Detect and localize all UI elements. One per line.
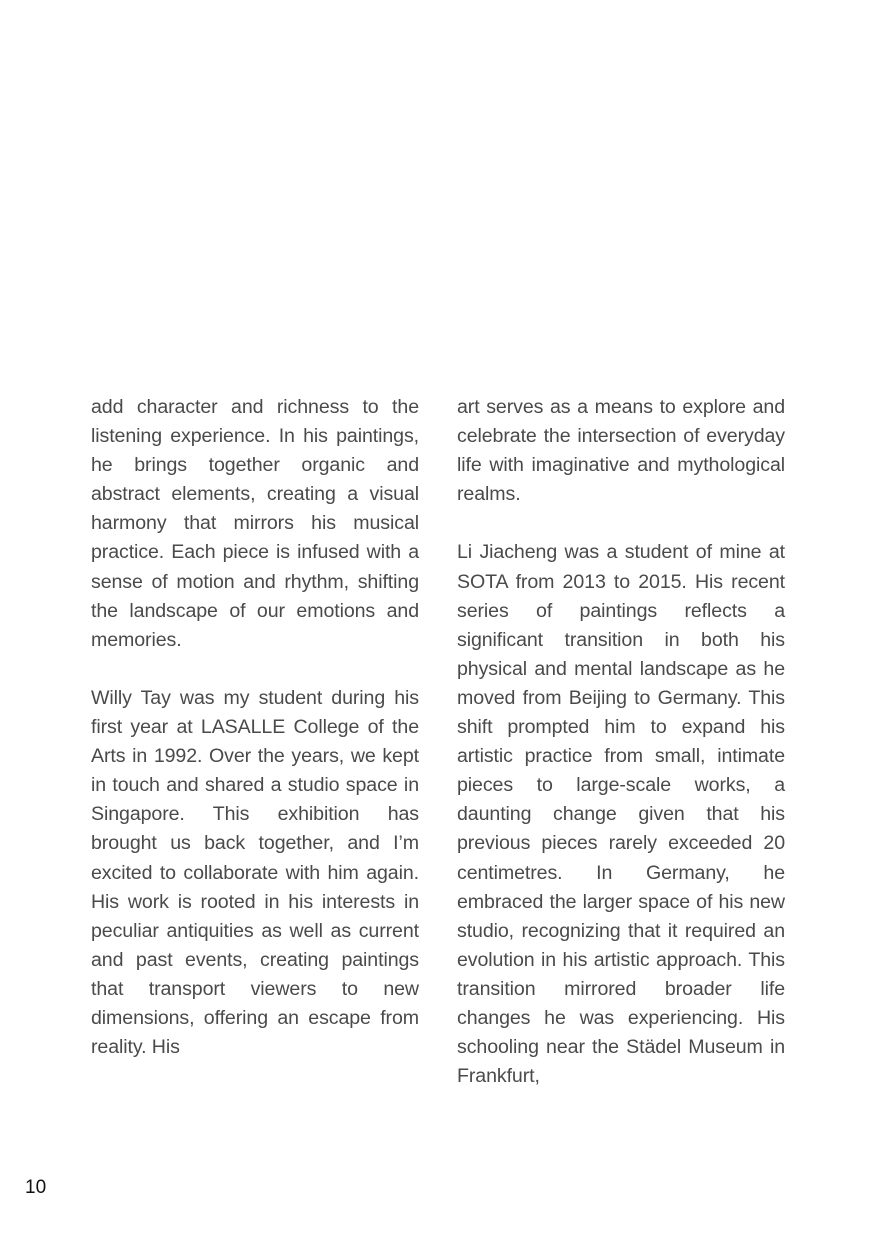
paragraph-li-jiacheng: Li Jiacheng was a student of mine at SOTA from 2013 to 2015. His recent series of paintings reflects a significant transition in both his physical and mental landscape as he moved from Beijing to Germany. This shift prompted him to expand his artistic practice from small, intimate pieces to large-scale works, a daunting change given that his previous pieces rarely exceeded 20 centimetres. In Germany, he embraced the larger space of his new studio, recognizing that it required an evolution in his artistic approach. This transition mirrored broader life changes he was experiencing. His schooling near the Städel Museum in Frankfurt, xyxy=(457,541,785,1088)
page-number: 10 xyxy=(25,1177,47,1198)
paragraph-art-serves: art serves as a means to explore and celebrate the intersection of everyday life with imaginative and mythological realms. xyxy=(457,396,785,506)
paragraph-music-and-painting: add character and richness to the listening experience. In his paintings, he brings together organic and abstract elements, creating a visual harmony that mirrors his musical practice. Each piece is infused with a sense of motion and rhythm, shifting the landscape of our emotions and memories. xyxy=(91,396,419,651)
left-text-column xyxy=(91,393,419,1062)
paragraph-willy-tay: Willy Tay was my student during his first year at LASALLE College of the Arts in 1992. Over the years, we kept in touch and shared a studio space in Singapore. This exhibition has brought us back together, and I’m excited to collaborate with him again. His work is rooted in his interests in peculiar antiquities as well as current and past events, creating paintings that transport viewers to new dimensions, offering an escape from reality. His xyxy=(91,686,419,1059)
right-text-column xyxy=(457,393,785,1091)
